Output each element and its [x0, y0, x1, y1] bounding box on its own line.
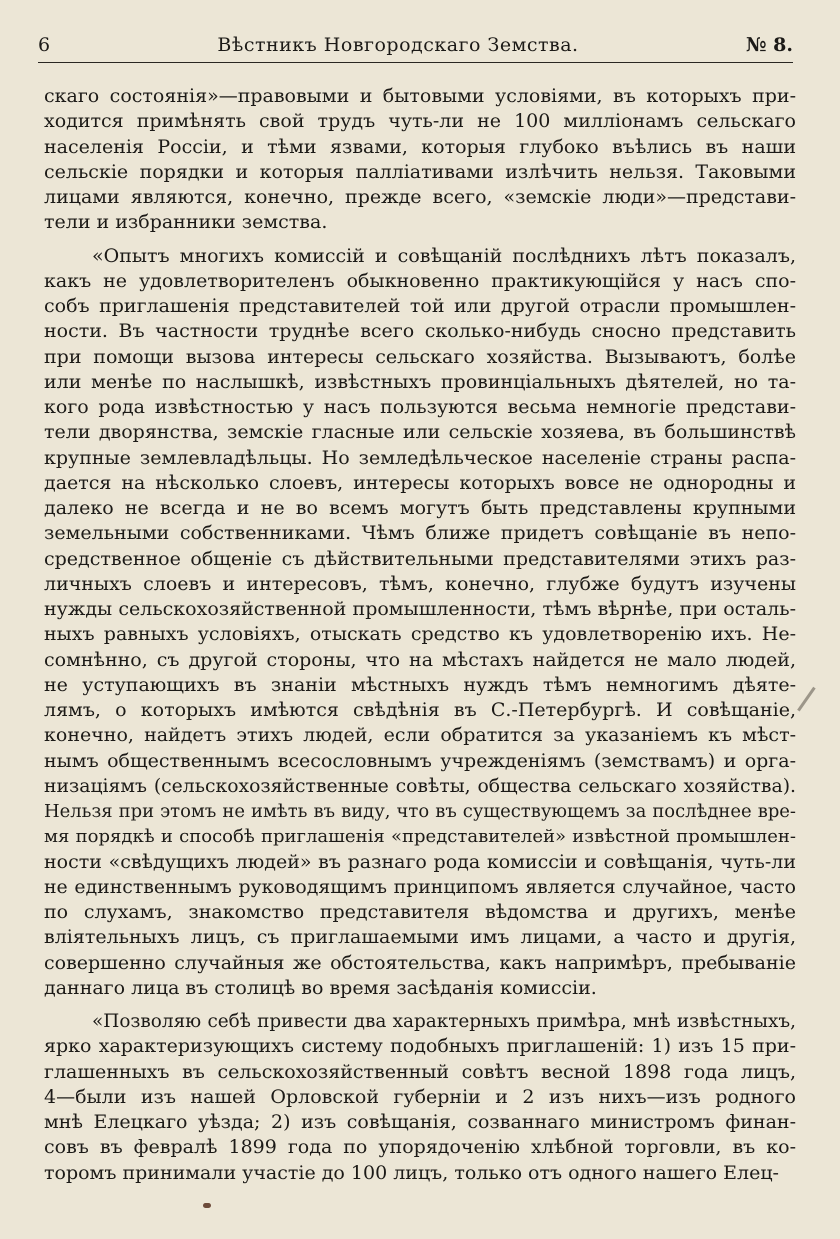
text-line: дается на нѣсколько слоевъ, интересы которыхъ вовсе не однородны и [44, 471, 796, 494]
paragraph [44, 84, 796, 236]
text-line: ныхъ равныхъ условiяхъ, отыскать средство къ удовлетворенію ихъ. Не- [44, 623, 796, 646]
text-line: какъ не удовлетворителенъ обыкновенно практикующійся у насъ спо- [44, 269, 796, 292]
text-line: при помощи вызова интересы сельскаго хозяйства. Вызываютъ, болѣе [44, 345, 796, 368]
text-line: ходится примѣнять свой трудъ чуть-ли не 100 милліонамъ сельскаго [44, 110, 796, 133]
text-line: далеко не всегда и не во всемъ могутъ быть представлены крупными [44, 497, 796, 519]
text-line: по слухамъ, знакомство представителя вѣдомства и другихъ, менѣе [44, 901, 796, 923]
text-line: даннаго лица въ столицѣ во время засѣданія комиссіи. [44, 976, 597, 999]
text-line: сомнѣнно, съ другой стороны, что на мѣстахъ найдется не мало людей, [44, 648, 796, 671]
text-line: «Позволяю себѣ привести два характерныхъ примѣра, мнѣ извѣстныхъ, [92, 1011, 796, 1032]
text-line: собъ приглашенія представителей той или другой отрасли промышлен- [44, 295, 796, 317]
body-text [44, 84, 796, 1186]
text-line: совъ въ февралѣ 1899 года по упорядоченію хлѣбной торговли, въ ко- [44, 1136, 796, 1159]
text-line: средственное общеніе съ дѣйствительными представителями этихъ раз- [44, 547, 796, 570]
issue-number: № 8. [745, 34, 793, 56]
text-line: ности. Въ частности труднѣе всего сколько-нибудь сносно представить [44, 320, 796, 343]
page-number: 6 [38, 34, 51, 56]
text-line: ярко характеризующихъ систему подобныхъ приглашеній: 1) изъ 15 при- [44, 1035, 796, 1058]
text-line: крупные землевладѣльцы. Но земледѣльческое населеніе страны распа- [44, 446, 796, 469]
text-line: мнѣ Елецкаго уѣзда; 2) изъ совѣщанія, созваннаго министромъ финан- [44, 1111, 796, 1133]
text-line: ности «свѣдущихъ людей» въ разнаго рода комиссіи и совѣщанія, чуть-ли [44, 850, 796, 873]
text-line: земельными собственниками. Чѣмъ ближе придетъ совѣщаніе въ непо- [44, 522, 796, 545]
margin-pencil-mark [797, 687, 824, 717]
text-line: низаціямъ (сельскохозяйственные совѣты, общества сельскаго хозяйства). [44, 775, 796, 797]
text-line: тели дворянства, земскіе гласные или сельскіе хозяева, въ большинствѣ [44, 421, 796, 444]
page-header [38, 28, 793, 63]
text-line: 4—были изъ нашей Орловской губерніи и 2 изъ нихъ—изъ родного [44, 1085, 796, 1108]
text-line: Нельзя при этомъ не имѣть въ виду, что въ существующемъ за послѣднее вре- [44, 801, 796, 822]
text-line: конечно, найдетъ этихъ людей, если обратится за указаніемъ къ мѣст- [44, 724, 796, 747]
running-title: Вѣстникъ Новгородскаго Земства. [217, 34, 579, 56]
text-line: нужды сельскохозяйственной промышленности, тѣмъ вѣрнѣе, при осталь- [44, 598, 796, 620]
text-line: «Опытъ многихъ комиссій и совѣщаній послѣднихъ лѣтъ показалъ, [92, 244, 796, 267]
paragraph [44, 1009, 796, 1186]
text-line: лямъ, о которыхъ имѣются свѣдѣнія въ С.-Петербургѣ. И совѣщаніе, [44, 699, 796, 721]
text-line: нымъ общественнымъ всесословнымъ учрежденіямъ (земствамъ) и орга- [44, 749, 796, 772]
paragraph [44, 244, 796, 1002]
text-line: глашенныхъ въ сельскохозяйственный совѣтъ весной 1898 года лицъ, [44, 1060, 796, 1083]
text-line: не уступающихъ въ знаніи мѣстныхъ нуждъ тѣмъ немногимъ дѣяте- [44, 673, 796, 696]
text-line: не единственнымъ руководящимъ принципомъ является случайное, часто [44, 876, 796, 898]
text-line: личныхъ слоевъ и интересовъ, тѣмъ, конечно, глубже будутъ изучены [44, 572, 796, 595]
text-line: торомъ принимали участіе до 100 лицъ, только отъ одного нашего Елец- [44, 1161, 779, 1184]
text-line: вліятельныхъ лицъ, съ приглашаемыми имъ лицами, а часто и другія, [44, 926, 796, 949]
text-line: кого рода извѣстностью у насъ пользуются весьма немногіе представи- [44, 396, 796, 418]
text-line: населенія Россіи, и тѣми язвами, которыя глубоко въѣлись въ наши [44, 135, 796, 158]
text-line: скаго состоянія»—правовыми и бытовыми условіями, въ которыхъ при- [44, 85, 796, 107]
text-line: совершенно случайныя же обстоятельства, какъ напримѣръ, пребываніе [44, 951, 796, 974]
text-line: или менѣе по наслышкѣ, извѣстныхъ провинціальныхъ дѣятелей, но та- [44, 370, 796, 393]
text-line: лицами являются, конечно, прежде всего, «земскіе люди»—представи- [44, 186, 796, 208]
ink-spot [203, 1203, 211, 1208]
text-line: тели и избранники земства. [44, 211, 328, 234]
text-line: мя порядкѣ и способѣ приглашенія «представителей» извѣстной промышлен- [44, 826, 796, 848]
text-line: сельскіе порядки и которыя паллiативами излѣчить нельзя. Таковыми [44, 160, 796, 183]
